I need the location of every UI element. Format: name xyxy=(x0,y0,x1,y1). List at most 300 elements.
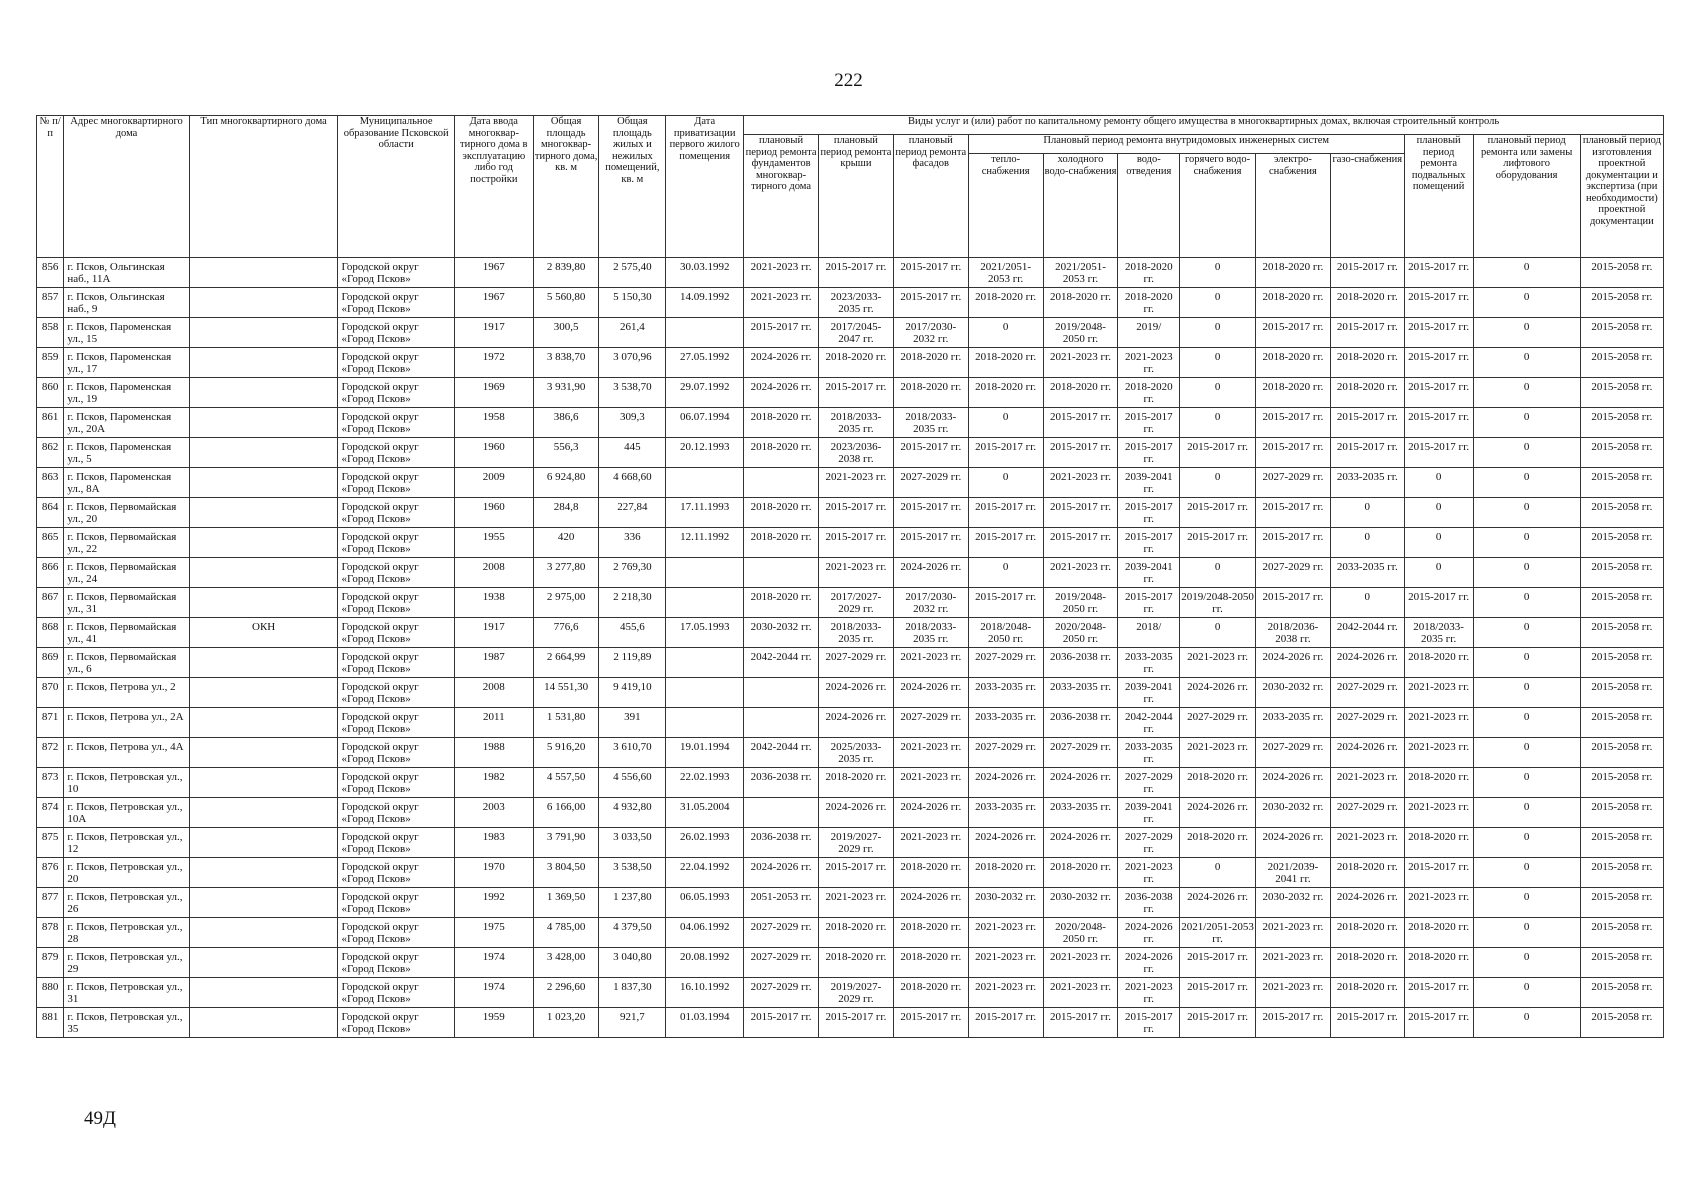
cell-residential-area: 4 932,80 xyxy=(599,798,666,828)
cell-year: 1988 xyxy=(454,738,533,768)
cell-hot-water: 2015-2017 гг. xyxy=(1180,528,1256,558)
cell-design-docs: 2015-2058 гг. xyxy=(1580,738,1663,768)
cell-facade: 2018/2033-2035 гг. xyxy=(893,408,968,438)
table-row xyxy=(37,498,1664,528)
cell-cold-water: 2021/2051-2053 гг. xyxy=(1043,258,1118,288)
cell-num: 869 xyxy=(37,648,64,678)
cell-house-type xyxy=(189,1008,338,1038)
cell-design-docs: 2015-2058 гг. xyxy=(1580,678,1663,708)
cell-cold-water: 2036-2038 гг. xyxy=(1043,708,1118,738)
cell-electricity: 2021-2023 гг. xyxy=(1256,948,1331,978)
cell-basement: 2015-2017 гг. xyxy=(1404,258,1473,288)
cell-foundation: 2018-2020 гг. xyxy=(744,498,819,528)
cell-total-area: 2 664,99 xyxy=(533,648,599,678)
cell-cold-water: 2036-2038 гг. xyxy=(1043,648,1118,678)
cell-elevator: 0 xyxy=(1473,618,1580,648)
cell-address: г. Псков, Первомайская ул., 24 xyxy=(64,558,189,588)
cell-hot-water: 2019/2048-2050 гг. xyxy=(1180,588,1256,618)
cell-residential-area: 4 556,60 xyxy=(599,768,666,798)
cell-basement: 2018/2033-2035 гг. xyxy=(1404,618,1473,648)
cell-basement: 2018-2020 гг. xyxy=(1404,948,1473,978)
cell-residential-area: 3 070,96 xyxy=(599,348,666,378)
cell-sewerage: 2019/ xyxy=(1118,318,1180,348)
cell-municipality: Городской округ «Город Псков» xyxy=(338,858,454,888)
cell-elevator: 0 xyxy=(1473,588,1580,618)
cell-electricity: 2015-2017 гг. xyxy=(1256,408,1331,438)
cell-foundation: 2036-2038 гг. xyxy=(744,768,819,798)
cell-house-type xyxy=(189,738,338,768)
cell-sewerage: 2015-2017 гг. xyxy=(1118,528,1180,558)
cell-house-type xyxy=(189,318,338,348)
cell-residential-area: 4 379,50 xyxy=(599,918,666,948)
header-design-docs: плановый период изготовления проектной документации и экспертиза (при необходимости) проектной документации xyxy=(1580,135,1663,258)
cell-gas: 2033-2035 гг. xyxy=(1330,468,1404,498)
cell-cold-water: 2033-2035 гг. xyxy=(1043,798,1118,828)
cell-hot-water: 2024-2026 гг. xyxy=(1180,798,1256,828)
cell-num: 870 xyxy=(37,678,64,708)
cell-num: 864 xyxy=(37,498,64,528)
cell-address: г. Псков, Петрова ул., 2 xyxy=(64,678,189,708)
cell-year: 1955 xyxy=(454,528,533,558)
cell-design-docs: 2015-2058 гг. xyxy=(1580,768,1663,798)
cell-address: г. Псков, Петровская ул., 10 xyxy=(64,768,189,798)
cell-heating: 0 xyxy=(968,318,1043,348)
cell-cold-water: 2015-2017 гг. xyxy=(1043,1008,1118,1038)
cell-basement: 2021-2023 гг. xyxy=(1404,708,1473,738)
cell-gas: 2033-2035 гг. xyxy=(1330,558,1404,588)
cell-facade: 2018-2020 гг. xyxy=(893,378,968,408)
cell-gas: 0 xyxy=(1330,498,1404,528)
cell-num: 858 xyxy=(37,318,64,348)
cell-gas: 2024-2026 гг. xyxy=(1330,888,1404,918)
cell-cold-water: 2019/2048-2050 гг. xyxy=(1043,318,1118,348)
header-heating: тепло-снабжения xyxy=(968,154,1043,258)
cell-gas: 2018-2020 гг. xyxy=(1330,858,1404,888)
cell-residential-area: 2 575,40 xyxy=(599,258,666,288)
cell-roof: 2023/2033-2035 гг. xyxy=(819,288,894,318)
cell-hot-water: 2021-2023 гг. xyxy=(1180,648,1256,678)
cell-foundation xyxy=(744,678,819,708)
cell-elevator: 0 xyxy=(1473,408,1580,438)
cell-total-area: 386,6 xyxy=(533,408,599,438)
table-row xyxy=(37,708,1664,738)
cell-residential-area: 3 610,70 xyxy=(599,738,666,768)
cell-foundation xyxy=(744,798,819,828)
cell-electricity: 2027-2029 гг. xyxy=(1256,558,1331,588)
cell-roof: 2018-2020 гг. xyxy=(819,918,894,948)
cell-privatization-date: 22.04.1992 xyxy=(666,858,744,888)
cell-cold-water: 2021-2023 гг. xyxy=(1043,468,1118,498)
cell-hot-water: 2015-2017 гг. xyxy=(1180,978,1256,1008)
cell-address: г. Псков, Первомайская ул., 22 xyxy=(64,528,189,558)
cell-municipality: Городской округ «Город Псков» xyxy=(338,258,454,288)
footer-code: 49Д xyxy=(84,1108,116,1129)
cell-residential-area: 309,3 xyxy=(599,408,666,438)
table-row xyxy=(37,858,1664,888)
table-body xyxy=(37,258,1664,1038)
cell-elevator: 0 xyxy=(1473,678,1580,708)
cell-hot-water: 0 xyxy=(1180,858,1256,888)
cell-sewerage: 2024-2026 гг. xyxy=(1118,918,1180,948)
cell-elevator: 0 xyxy=(1473,858,1580,888)
cell-total-area: 3 838,70 xyxy=(533,348,599,378)
header-cold-water: холодного водо-снабжения xyxy=(1043,154,1118,258)
table-row xyxy=(37,318,1664,348)
cell-gas: 2018-2020 гг. xyxy=(1330,348,1404,378)
cell-house-type xyxy=(189,798,338,828)
cell-elevator: 0 xyxy=(1473,318,1580,348)
cell-foundation: 2021-2023 гг. xyxy=(744,258,819,288)
cell-cold-water: 2021-2023 гг. xyxy=(1043,948,1118,978)
cell-foundation: 2036-2038 гг. xyxy=(744,828,819,858)
cell-heating: 2024-2026 гг. xyxy=(968,828,1043,858)
cell-roof: 2015-2017 гг. xyxy=(819,498,894,528)
cell-design-docs: 2015-2058 гг. xyxy=(1580,648,1663,678)
cell-heating: 2021-2023 гг. xyxy=(968,978,1043,1008)
cell-design-docs: 2015-2058 гг. xyxy=(1580,828,1663,858)
cell-basement: 2021-2023 гг. xyxy=(1404,678,1473,708)
cell-elevator: 0 xyxy=(1473,438,1580,468)
cell-num: 876 xyxy=(37,858,64,888)
cell-electricity: 2015-2017 гг. xyxy=(1256,318,1331,348)
cell-num: 868 xyxy=(37,618,64,648)
cell-cold-water: 2018-2020 гг. xyxy=(1043,378,1118,408)
cell-basement: 2015-2017 гг. xyxy=(1404,978,1473,1008)
cell-cold-water: 2018-2020 гг. xyxy=(1043,858,1118,888)
cell-year: 1917 xyxy=(454,318,533,348)
cell-design-docs: 2015-2058 гг. xyxy=(1580,708,1663,738)
cell-num: 881 xyxy=(37,1008,64,1038)
cell-sewerage: 2015-2017 гг. xyxy=(1118,438,1180,468)
cell-municipality: Городской округ «Город Псков» xyxy=(338,768,454,798)
cell-foundation: 2024-2026 гг. xyxy=(744,378,819,408)
header-elevator: плановый период ремонта или замены лифтового оборудования xyxy=(1473,135,1580,258)
cell-basement: 0 xyxy=(1404,498,1473,528)
cell-privatization-date: 06.05.1993 xyxy=(666,888,744,918)
cell-electricity: 2018-2020 гг. xyxy=(1256,378,1331,408)
cell-hot-water: 0 xyxy=(1180,378,1256,408)
cell-hot-water: 0 xyxy=(1180,288,1256,318)
cell-house-type xyxy=(189,288,338,318)
cell-basement: 2021-2023 гг. xyxy=(1404,798,1473,828)
cell-house-type xyxy=(189,708,338,738)
header-roof: плановый период ремонта крыши xyxy=(819,135,894,258)
cell-roof: 2015-2017 гг. xyxy=(819,1008,894,1038)
cell-total-area: 2 839,80 xyxy=(533,258,599,288)
cell-address: г. Псков, Первомайская ул., 20 xyxy=(64,498,189,528)
cell-total-area: 6 924,80 xyxy=(533,468,599,498)
cell-num: 865 xyxy=(37,528,64,558)
cell-year: 1983 xyxy=(454,828,533,858)
cell-residential-area: 1 837,30 xyxy=(599,978,666,1008)
cell-total-area: 776,6 xyxy=(533,618,599,648)
cell-num: 872 xyxy=(37,738,64,768)
cell-facade: 2027-2029 гг. xyxy=(893,468,968,498)
cell-privatization-date: 17.11.1993 xyxy=(666,498,744,528)
cell-cold-water: 2015-2017 гг. xyxy=(1043,408,1118,438)
cell-gas: 2024-2026 гг. xyxy=(1330,648,1404,678)
cell-num: 873 xyxy=(37,768,64,798)
cell-address: г. Псков, Петровская ул., 10А xyxy=(64,798,189,828)
cell-heating: 2015-2017 гг. xyxy=(968,528,1043,558)
cell-privatization-date: 26.02.1993 xyxy=(666,828,744,858)
cell-privatization-date: 01.03.1994 xyxy=(666,1008,744,1038)
cell-gas: 2015-2017 гг. xyxy=(1330,318,1404,348)
cell-heating: 0 xyxy=(968,468,1043,498)
cell-facade: 2018/2033-2035 гг. xyxy=(893,618,968,648)
cell-elevator: 0 xyxy=(1473,258,1580,288)
cell-heating: 2021-2023 гг. xyxy=(968,918,1043,948)
cell-sewerage: 2018/ xyxy=(1118,618,1180,648)
cell-foundation: 2018-2020 гг. xyxy=(744,438,819,468)
cell-foundation: 2024-2026 гг. xyxy=(744,858,819,888)
table-row xyxy=(37,438,1664,468)
cell-hot-water: 2018-2020 гг. xyxy=(1180,828,1256,858)
cell-privatization-date xyxy=(666,318,744,348)
cell-hot-water: 0 xyxy=(1180,318,1256,348)
cell-total-area: 4 557,50 xyxy=(533,768,599,798)
cell-year: 1970 xyxy=(454,858,533,888)
cell-gas: 2027-2029 гг. xyxy=(1330,798,1404,828)
cell-address: г. Псков, Пароменская ул., 8А xyxy=(64,468,189,498)
cell-house-type xyxy=(189,438,338,468)
cell-municipality: Городской округ «Город Псков» xyxy=(338,288,454,318)
table-row xyxy=(37,528,1664,558)
cell-basement: 0 xyxy=(1404,528,1473,558)
cell-residential-area: 3 538,50 xyxy=(599,858,666,888)
cell-elevator: 0 xyxy=(1473,288,1580,318)
cell-total-area: 5 916,20 xyxy=(533,738,599,768)
cell-elevator: 0 xyxy=(1473,888,1580,918)
cell-foundation: 2018-2020 гг. xyxy=(744,528,819,558)
cell-address: г. Псков, Пароменская ул., 20А xyxy=(64,408,189,438)
cell-roof: 2025/2033-2035 гг. xyxy=(819,738,894,768)
header-electricity: электро-снабжения xyxy=(1256,154,1331,258)
cell-year: 1992 xyxy=(454,888,533,918)
cell-total-area: 1 023,20 xyxy=(533,1008,599,1038)
cell-cold-water: 2015-2017 гг. xyxy=(1043,498,1118,528)
cell-house-type xyxy=(189,828,338,858)
header-address: Адрес многоквартирного дома xyxy=(64,116,189,258)
cell-facade: 2018-2020 гг. xyxy=(893,858,968,888)
cell-heating: 2015-2017 гг. xyxy=(968,498,1043,528)
cell-residential-area: 336 xyxy=(599,528,666,558)
cell-cold-water: 2021-2023 гг. xyxy=(1043,978,1118,1008)
cell-design-docs: 2015-2058 гг. xyxy=(1580,498,1663,528)
cell-elevator: 0 xyxy=(1473,738,1580,768)
cell-num: 866 xyxy=(37,558,64,588)
cell-cold-water: 2021-2023 гг. xyxy=(1043,558,1118,588)
cell-year: 1959 xyxy=(454,1008,533,1038)
table-row xyxy=(37,918,1664,948)
cell-roof: 2018/2033-2035 гг. xyxy=(819,408,894,438)
cell-total-area: 420 xyxy=(533,528,599,558)
cell-foundation: 2015-2017 гг. xyxy=(744,1008,819,1038)
cell-cold-water: 2015-2017 гг. xyxy=(1043,528,1118,558)
cell-design-docs: 2015-2058 гг. xyxy=(1580,1008,1663,1038)
cell-foundation: 2021-2023 гг. xyxy=(744,288,819,318)
cell-roof: 2015-2017 гг. xyxy=(819,858,894,888)
cell-basement: 2015-2017 гг. xyxy=(1404,438,1473,468)
cell-foundation: 2018-2020 гг. xyxy=(744,408,819,438)
cell-basement: 2015-2017 гг. xyxy=(1404,1008,1473,1038)
cell-cold-water: 2020/2048-2050 гг. xyxy=(1043,918,1118,948)
cell-foundation: 2027-2029 гг. xyxy=(744,948,819,978)
cell-house-type xyxy=(189,768,338,798)
cell-address: г. Псков, Ольгинская наб., 9 xyxy=(64,288,189,318)
cell-hot-water: 0 xyxy=(1180,348,1256,378)
cell-privatization-date xyxy=(666,708,744,738)
cell-house-type xyxy=(189,918,338,948)
cell-heating: 2021-2023 гг. xyxy=(968,948,1043,978)
cell-gas: 2015-2017 гг. xyxy=(1330,258,1404,288)
cell-roof: 2019/2027-2029 гг. xyxy=(819,978,894,1008)
cell-roof: 2017/2045-2047 гг. xyxy=(819,318,894,348)
cell-design-docs: 2015-2058 гг. xyxy=(1580,378,1663,408)
cell-municipality: Городской округ «Город Псков» xyxy=(338,678,454,708)
cell-roof: 2023/2036-2038 гг. xyxy=(819,438,894,468)
cell-residential-area: 4 668,60 xyxy=(599,468,666,498)
cell-residential-area: 3 033,50 xyxy=(599,828,666,858)
cell-num: 862 xyxy=(37,438,64,468)
cell-hot-water: 2024-2026 гг. xyxy=(1180,888,1256,918)
cell-facade: 2024-2026 гг. xyxy=(893,678,968,708)
cell-roof: 2021-2023 гг. xyxy=(819,888,894,918)
table-row xyxy=(37,738,1664,768)
cell-foundation: 2042-2044 гг. xyxy=(744,648,819,678)
cell-design-docs: 2015-2058 гг. xyxy=(1580,588,1663,618)
header-house-type: Тип многоквартирного дома xyxy=(189,116,338,258)
cell-house-type xyxy=(189,378,338,408)
cell-address: г. Псков, Первомайская ул., 31 xyxy=(64,588,189,618)
cell-elevator: 0 xyxy=(1473,948,1580,978)
table-row xyxy=(37,378,1664,408)
cell-heating: 2027-2029 гг. xyxy=(968,648,1043,678)
header-sewerage: водо-отведения xyxy=(1118,154,1180,258)
table-row xyxy=(37,978,1664,1008)
cell-foundation: 2027-2029 гг. xyxy=(744,978,819,1008)
cell-municipality: Городской округ «Город Псков» xyxy=(338,558,454,588)
cell-address: г. Псков, Петрова ул., 4А xyxy=(64,738,189,768)
cell-cold-water: 2018-2020 гг. xyxy=(1043,288,1118,318)
cell-gas: 2018-2020 гг. xyxy=(1330,918,1404,948)
cell-municipality: Городской округ «Город Псков» xyxy=(338,888,454,918)
cell-electricity: 2015-2017 гг. xyxy=(1256,588,1331,618)
cell-electricity: 2021-2023 гг. xyxy=(1256,918,1331,948)
cell-residential-area: 261,4 xyxy=(599,318,666,348)
cell-roof: 2018-2020 гг. xyxy=(819,948,894,978)
cell-sewerage: 2018-2020 гг. xyxy=(1118,288,1180,318)
cell-electricity: 2021/2039-2041 гг. xyxy=(1256,858,1331,888)
cell-electricity: 2033-2035 гг. xyxy=(1256,708,1331,738)
cell-electricity: 2015-2017 гг. xyxy=(1256,528,1331,558)
cell-foundation: 2030-2032 гг. xyxy=(744,618,819,648)
cell-basement: 2021-2023 гг. xyxy=(1404,888,1473,918)
cell-year: 1972 xyxy=(454,348,533,378)
cell-sewerage: 2039-2041 гг. xyxy=(1118,468,1180,498)
cell-cold-water: 2020/2048-2050 гг. xyxy=(1043,618,1118,648)
cell-roof: 2024-2026 гг. xyxy=(819,678,894,708)
cell-num: 880 xyxy=(37,978,64,1008)
cell-roof: 2019/2027-2029 гг. xyxy=(819,828,894,858)
cell-total-area: 2 975,00 xyxy=(533,588,599,618)
cell-electricity: 2018-2020 гг. xyxy=(1256,258,1331,288)
header-privatization-date: Дата приватизации первого жилого помещения xyxy=(666,116,744,258)
cell-address: г. Псков, Пароменская ул., 15 xyxy=(64,318,189,348)
cell-municipality: Городской округ «Город Псков» xyxy=(338,738,454,768)
cell-municipality: Городской округ «Город Псков» xyxy=(338,918,454,948)
cell-year: 2009 xyxy=(454,468,533,498)
cell-gas: 0 xyxy=(1330,588,1404,618)
cell-basement: 2015-2017 гг. xyxy=(1404,858,1473,888)
cell-basement: 0 xyxy=(1404,558,1473,588)
cell-design-docs: 2015-2058 гг. xyxy=(1580,438,1663,468)
cell-total-area: 556,3 xyxy=(533,438,599,468)
cell-basement: 2018-2020 гг. xyxy=(1404,828,1473,858)
cell-elevator: 0 xyxy=(1473,828,1580,858)
cell-elevator: 0 xyxy=(1473,348,1580,378)
cell-facade: 2024-2026 гг. xyxy=(893,798,968,828)
cell-house-type xyxy=(189,498,338,528)
cell-residential-area: 227,84 xyxy=(599,498,666,528)
table-row xyxy=(37,648,1664,678)
cell-year: 1960 xyxy=(454,498,533,528)
cell-design-docs: 2015-2058 гг. xyxy=(1580,948,1663,978)
cell-address: г. Псков, Петровская ул., 26 xyxy=(64,888,189,918)
table-row xyxy=(37,798,1664,828)
cell-electricity: 2030-2032 гг. xyxy=(1256,888,1331,918)
cell-sewerage: 2015-2017 гг. xyxy=(1118,498,1180,528)
cell-hot-water: 2015-2017 гг. xyxy=(1180,498,1256,528)
cell-municipality: Городской округ «Город Псков» xyxy=(338,978,454,1008)
cell-hot-water: 0 xyxy=(1180,558,1256,588)
cell-facade: 2015-2017 гг. xyxy=(893,438,968,468)
cell-electricity: 2018-2020 гг. xyxy=(1256,348,1331,378)
table-row xyxy=(37,678,1664,708)
header-commission-date: Дата ввода многоквар-тирного дома в эксплуатацию либо год постройки xyxy=(454,116,533,258)
cell-privatization-date: 27.05.1992 xyxy=(666,348,744,378)
cell-num: 875 xyxy=(37,828,64,858)
cell-facade: 2015-2017 гг. xyxy=(893,1008,968,1038)
cell-heating: 2024-2026 гг. xyxy=(968,768,1043,798)
cell-foundation: 2024-2026 гг. xyxy=(744,348,819,378)
table-row xyxy=(37,468,1664,498)
cell-basement: 2021-2023 гг. xyxy=(1404,738,1473,768)
cell-total-area: 5 560,80 xyxy=(533,288,599,318)
cell-gas: 2018-2020 гг. xyxy=(1330,378,1404,408)
cell-roof: 2017/2027-2029 гг. xyxy=(819,588,894,618)
cell-elevator: 0 xyxy=(1473,528,1580,558)
cell-municipality: Городской округ «Город Псков» xyxy=(338,348,454,378)
cell-num: 871 xyxy=(37,708,64,738)
table-row xyxy=(37,408,1664,438)
header-total-area: Общая площадь многоквар-тирного дома, кв. м xyxy=(533,116,599,258)
cell-gas: 0 xyxy=(1330,528,1404,558)
cell-num: 859 xyxy=(37,348,64,378)
cell-total-area: 1 369,50 xyxy=(533,888,599,918)
cell-residential-area: 2 119,89 xyxy=(599,648,666,678)
cell-year: 1938 xyxy=(454,588,533,618)
cell-sewerage: 2021-2023 гг. xyxy=(1118,858,1180,888)
header-foundation: плановый период ремонта фундаментов многоквар-тирного дома xyxy=(744,135,819,258)
cell-facade: 2018-2020 гг. xyxy=(893,348,968,378)
cell-electricity: 2015-2017 гг. xyxy=(1256,438,1331,468)
cell-gas: 2027-2029 гг. xyxy=(1330,708,1404,738)
cell-year: 1982 xyxy=(454,768,533,798)
cell-design-docs: 2015-2058 гг. xyxy=(1580,258,1663,288)
cell-privatization-date xyxy=(666,588,744,618)
cell-gas: 2015-2017 гг. xyxy=(1330,408,1404,438)
